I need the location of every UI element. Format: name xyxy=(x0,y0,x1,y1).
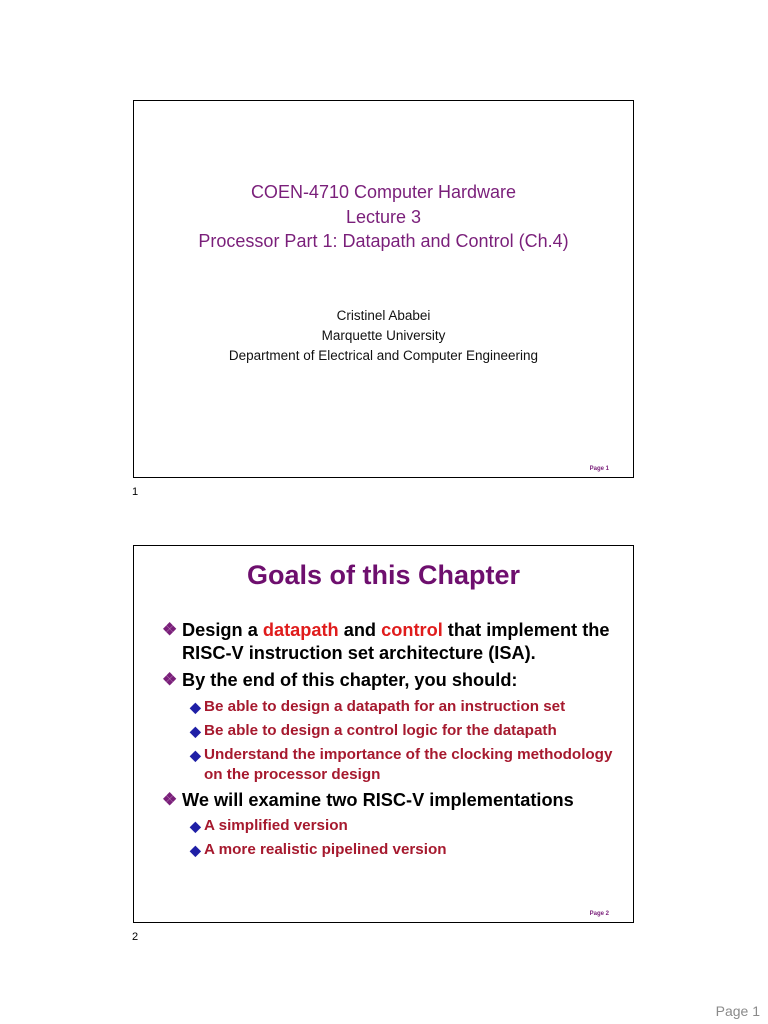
sub-bullet-control-logic-text: Be able to design a control logic for the datapath xyxy=(204,721,557,739)
four-diamond-star-icon: ❖ xyxy=(162,620,178,639)
lecture-number: Lecture 3 xyxy=(345,206,422,227)
slide-1 xyxy=(133,100,634,478)
highlight-control: control xyxy=(381,620,443,640)
sub-bullet-clocking-text: Understand the importance of the clocking methodology on the processor design xyxy=(204,745,613,783)
sub-bullet-clocking xyxy=(162,745,623,785)
sub-bullet-simplified-text: A simplified version xyxy=(204,817,348,834)
filled-diamond-icon: ◆ xyxy=(190,722,201,739)
sub-bullet-pipelined xyxy=(162,840,623,860)
bullet-implementations-text: We will examine two RISC-V implementations xyxy=(182,789,574,810)
bullet-design-text-3: that implement the RISC-V instruction set architecture (ISA). xyxy=(182,620,610,663)
highlight-datapath: datapath xyxy=(262,620,339,640)
slide-2 xyxy=(133,545,634,923)
course-title: COEN-4710 Computer Hardware xyxy=(250,182,517,202)
department-name: Department of Electrical and Computer Engineering xyxy=(228,348,539,363)
sub-bullet-datapath-text: Be able to design a datapath for an instruction set xyxy=(204,697,566,715)
sub-bullet-simplified xyxy=(162,816,623,836)
sub-bullet-control-logic xyxy=(162,721,623,741)
author-block xyxy=(134,306,633,366)
bullet-by-the-end xyxy=(162,669,623,692)
four-diamond-star-icon: ❖ xyxy=(162,789,178,809)
university-name: Marquette University xyxy=(321,328,446,343)
slide-2-page-mark: Page 2 xyxy=(589,911,609,917)
sub-bullet-pipelined-text: A more realistic pipelined version xyxy=(204,841,447,858)
slide-1-title xyxy=(134,180,633,254)
bullet-design-text-1: Design a xyxy=(182,620,263,640)
document-page-label: Page 1 xyxy=(715,1003,760,1019)
four-diamond-star-icon: ❖ xyxy=(162,670,178,689)
bullet-by-the-end-text: By the end of this chapter, you should: xyxy=(182,670,518,690)
filled-diamond-icon: ◆ xyxy=(190,842,201,858)
bullet-implementations xyxy=(162,789,623,812)
lecture-topic: Processor Part 1: Datapath and Control (Ch.4) xyxy=(198,231,569,251)
filled-diamond-icon: ◆ xyxy=(190,698,201,715)
bullet-design xyxy=(162,619,623,664)
sub-bullet-datapath xyxy=(162,697,623,717)
slide-1-page-mark: Page 1 xyxy=(589,466,609,472)
slide-1-number: 1 xyxy=(132,486,139,498)
bullet-design-text-2: and xyxy=(338,620,382,640)
filled-diamond-icon: ◆ xyxy=(190,818,201,834)
slide-2-number: 2 xyxy=(132,931,139,943)
bullet-list xyxy=(162,619,623,864)
filled-diamond-icon: ◆ xyxy=(190,746,201,763)
slide-2-title: Goals of this Chapter xyxy=(246,560,521,590)
author-name: Cristinel Ababei xyxy=(336,308,431,323)
